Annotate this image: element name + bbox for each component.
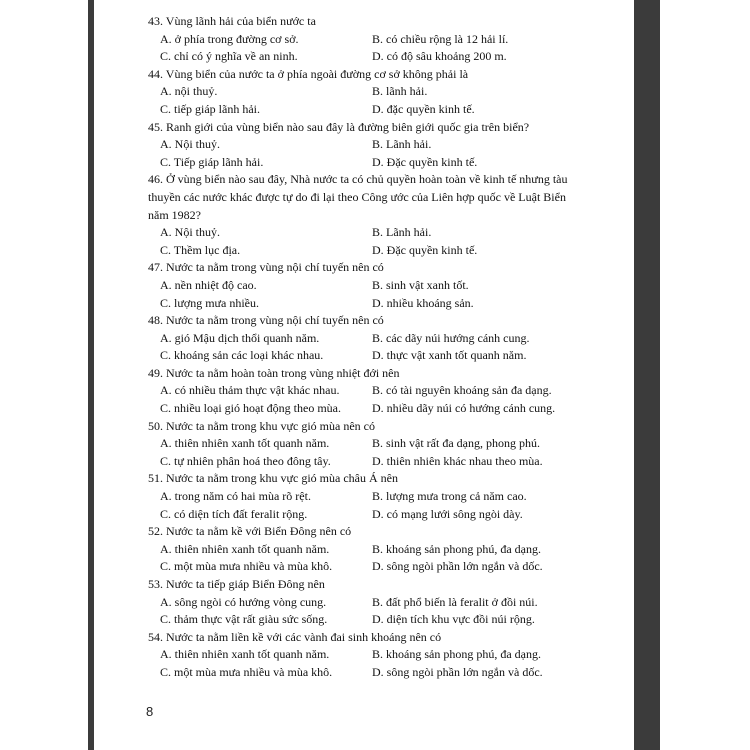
option-b: B. Lãnh hải. xyxy=(372,225,432,240)
option-b: B. có tài nguyên khoáng sản đa dạng. xyxy=(372,383,552,398)
option-d: D. có độ sâu khoảng 200 m. xyxy=(372,49,507,64)
option-d: D. thiên nhiên khác nhau theo mùa. xyxy=(372,453,543,468)
option-c: C. tự nhiên phân hoá theo đông tây. xyxy=(160,453,331,468)
option-d: D. sông ngòi phần lớn ngắn và dốc. xyxy=(372,664,543,679)
page-number: 8 xyxy=(146,704,154,719)
question-50 xyxy=(148,418,618,471)
option-b: B. Lãnh hải. xyxy=(372,137,432,152)
option-d: D. nhiều dãy núi có hướng cánh cung. xyxy=(372,401,556,416)
question-49 xyxy=(148,365,618,418)
question-44 xyxy=(148,66,618,119)
question-46 xyxy=(148,171,618,259)
question-stem: 43. Vùng lãnh hải của biển nước ta xyxy=(148,14,316,28)
option-d: D. Đặc quyền kinh tế. xyxy=(372,154,478,169)
option-a: A. thiên nhiên xanh tốt quanh năm. xyxy=(160,647,330,662)
option-c: C. lượng mưa nhiều. xyxy=(160,295,260,310)
option-b: B. khoáng sản phong phú, đa dạng. xyxy=(372,647,541,662)
option-c: C. tiếp giáp lãnh hải. xyxy=(160,101,260,116)
option-d: D. đặc quyền kinh tế. xyxy=(372,101,475,116)
option-d: D. diện tích khu vực đồi núi rộng. xyxy=(372,612,535,627)
option-b: B. khoáng sản phong phú, đa dạng. xyxy=(372,541,541,556)
option-a: A. gió Mậu dịch thổi quanh năm. xyxy=(160,330,320,345)
option-c: C. Thềm lục địa. xyxy=(160,242,241,257)
option-b: B. lãnh hải. xyxy=(372,84,428,99)
option-a: A. ở phía trong đường cơ sở. xyxy=(160,31,299,46)
answer-options xyxy=(148,382,618,417)
option-c: C. thảm thực vật rất giàu sức sống. xyxy=(160,612,328,627)
question-stem: 51. Nước ta nằm trong khu vực gió mùa châu Á nên xyxy=(148,471,398,486)
question-stem: 45. Ranh giới của vùng biển nào sau đây là đường biên giới quốc gia trên biển? xyxy=(148,119,530,134)
question-stem: 52. Nước ta nằm kề với Biển Đông nên có xyxy=(148,524,352,539)
question-51 xyxy=(148,470,618,523)
question-54 xyxy=(148,629,618,682)
answer-options xyxy=(148,31,618,66)
option-a: A. sông ngòi có hướng vòng cung. xyxy=(160,594,327,609)
option-c: C. một mùa mưa nhiều và mùa khô. xyxy=(160,559,333,574)
question-48 xyxy=(148,312,618,365)
option-b: B. lượng mưa trong cả năm cao. xyxy=(372,489,527,504)
question-stem: 53. Nước ta tiếp giáp Biển Đông nên xyxy=(148,577,325,591)
option-b: B. có chiều rộng là 12 hải lí. xyxy=(372,31,509,46)
answer-options xyxy=(148,277,618,312)
question-52 xyxy=(148,523,618,576)
question-47 xyxy=(148,259,618,312)
question-stem: 50. Nước ta nằm trong khu vực gió mùa nên có xyxy=(148,418,375,433)
option-a: A. thiên nhiên xanh tốt quanh năm. xyxy=(160,541,330,556)
option-a: A. thiên nhiên xanh tốt quanh năm. xyxy=(160,436,330,451)
question-stem: 49. Nước ta nằm hoàn toàn trong vùng nhiệt đới nên xyxy=(148,365,400,380)
option-d: D. nhiều khoáng sản. xyxy=(372,295,474,310)
question-stem: 54. Nước ta nằm liền kề với các vành đai sinh khoáng nên có xyxy=(148,629,442,644)
option-a: A. Nội thuỷ. xyxy=(160,225,220,240)
option-d: D. có mạng lưới sông ngòi dày. xyxy=(372,506,523,521)
option-b: B. đất phổ biến là feralit ở đồi núi. xyxy=(372,594,538,609)
option-c: C. Tiếp giáp lãnh hải. xyxy=(160,154,264,169)
option-c: C. khoáng sản các loại khác nhau. xyxy=(160,348,324,363)
option-a: A. có nhiều thảm thực vật khác nhau. xyxy=(160,383,340,398)
answer-options xyxy=(148,83,618,118)
answer-options xyxy=(148,541,618,576)
question-list xyxy=(148,13,618,682)
option-c: C. nhiều loại gió hoạt động theo mùa. xyxy=(160,401,341,416)
option-a: A. trong năm có hai mùa rõ rệt. xyxy=(160,489,311,504)
question-53 xyxy=(148,576,618,629)
answer-options xyxy=(148,488,618,523)
question-43 xyxy=(148,13,618,66)
answer-options xyxy=(148,330,618,365)
question-stem: 44. Vùng biển của nước ta ở phía ngoài đường cơ sở không phải là xyxy=(148,66,469,81)
option-d: D. sông ngòi phần lớn ngắn và dốc. xyxy=(372,559,543,574)
answer-options xyxy=(148,594,618,629)
right-border xyxy=(634,0,660,750)
question-stem: 48. Nước ta nằm trong vùng nội chí tuyến nên có xyxy=(148,313,384,328)
option-a: A. nội thuỷ. xyxy=(160,84,218,99)
option-a: A. nền nhiệt độ cao. xyxy=(160,277,257,292)
question-stem: 47. Nước ta nằm trong vùng nội chí tuyến nên có xyxy=(148,260,384,275)
option-c: C. một mùa mưa nhiều và mùa khô. xyxy=(160,664,333,679)
option-b: B. sinh vật rất đa dạng, phong phú. xyxy=(372,436,540,451)
option-d: D. Đặc quyền kinh tế. xyxy=(372,242,478,257)
question-45 xyxy=(148,119,618,172)
option-b: B. các dãy núi hướng cánh cung. xyxy=(372,330,530,345)
answer-options xyxy=(148,136,618,171)
option-c: C. có diện tích đất feralit rộng. xyxy=(160,506,308,521)
answer-options xyxy=(148,435,618,470)
answer-options xyxy=(148,646,618,681)
option-c: C. chỉ có ý nghĩa về an ninh. xyxy=(160,49,298,64)
question-stem: 46. Ở vùng biển nào sau đây, Nhà nước ta có chủ quyền hoàn toàn về kinh tế nhưng tàu thuyền các nước khác được tự do đi lại theo Công ước của Liên hợp quốc về Luật Biển năm 1982? xyxy=(148,172,568,222)
option-b: B. sinh vật xanh tốt. xyxy=(372,277,469,292)
option-a: A. Nội thuỷ. xyxy=(160,137,220,152)
answer-options xyxy=(148,224,618,259)
option-d: D. thực vật xanh tốt quanh năm. xyxy=(372,348,527,363)
